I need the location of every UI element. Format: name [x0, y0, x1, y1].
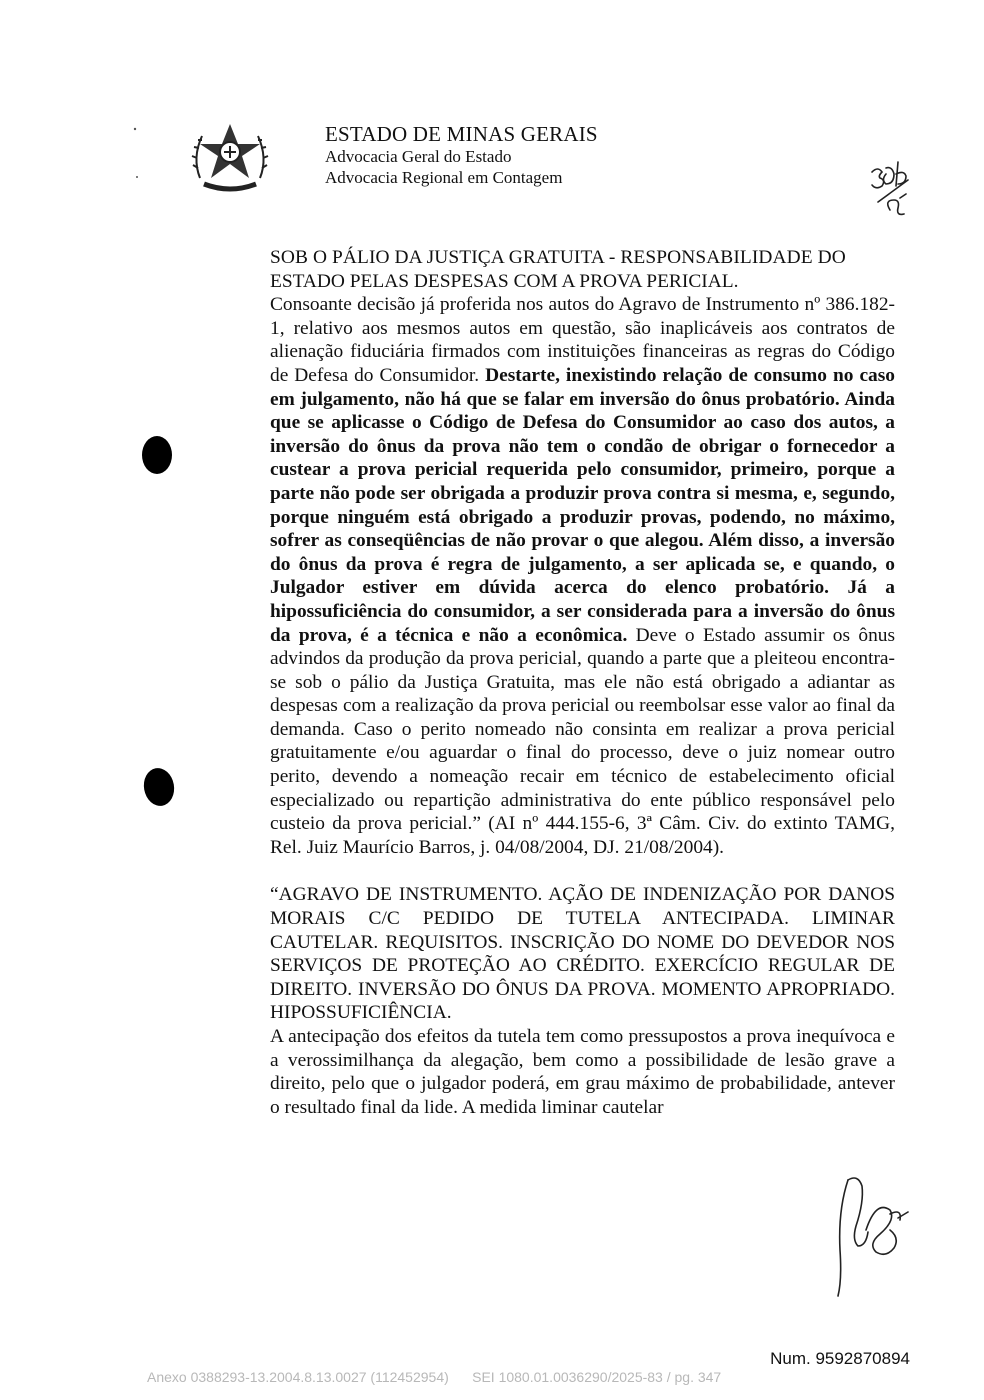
paragraph-citation: [270, 293, 895, 859]
paragraph-citation-intro: Consoante decisão já proferida nos autos do Agravo de Instrumento nº 386.182-1, relativo aos mesmos autos em questão, são inaplicáveis aos contratos de alienação fiduciária firmados com instituições financeiras as regras do Código de Defesa do Consumidor.: [270, 294, 895, 386]
state-seal-icon: [190, 118, 270, 198]
paragraph-ementa-text: A antecipação dos efeitos da tutela tem como pressupostos a prova inequívoca e a verossimilhança da alegação, bem como a possibilidade de lesão grave a direito, pelo que o julgador poderá, em grau máximo de probabilidade, antever o resultado final da lide. A medida liminar cautelar: [270, 1026, 895, 1118]
header-org: Advocacia Geral do Estado: [325, 147, 512, 166]
punch-hole-bottom: [141, 766, 177, 809]
paragraph-citation-bold: Destarte, inexistindo relação de consumo no caso em julgamento, não há que se falar em inversão do ônus probatório. Ainda que se aplicasse o Código de Defesa do Consumidor ao caso dos autos, a inversão do ônus da prova não tem o condão de obrigar o fornecedor a custear a prova pericial requerida pelo consumidor, primeiro, porque a parte não pode ser obrigada a produzir prova contra si mesma, e, segundo, porque ninguém está obrigado a produzir provas, podendo, no máximo, sofrer as conseqüências de não provar o que alegou. Além disso, a inversão do ônus da prova é regra de julgamento, a ser aplicada se, e quando, o Julgador estiver em dúvida acerca do elenco probatório. Já a hipossuficiência do consumidor, a ser considerada para a inversão do ônus da prova, é a técnica e não a econômica.: [270, 364, 895, 646]
document-header: [325, 122, 598, 188]
punch-hole-top: [142, 436, 172, 474]
footer-metadata: Anexo 0388293-13.2004.8.13.0027 (112452954) SEI 1080.01.0036290/2025-83 / pg. 347: [147, 1369, 722, 1385]
handwritten-signature-icon: [820, 1170, 930, 1300]
header-regional: Advocacia Regional em Contagem: [325, 168, 563, 187]
paragraph-citation-rest: Deve o Estado assumir os ônus advindos da produção da prova pericial, quando a parte que a pleiteou encontra-se sob o pálio da Justiça Gratuita, mas ele não está obrigado a adiantar as despesas com a realização da prova pericial ou reembolsar esse valor ao final da demanda. Caso o perito nomeado não consinta em realizar a prova pericial gratuitamente e/ou aguardar o final do processo, deve o juiz nomear outro perito, devendo a nomeação recair em técnico de estabelecimento oficial especializado ou repartição administrativa do ente público responsável pelo custeio da prova pericial.” (AI nº 444.155-6, 3ª Câm. Civ. do extinto TAMG, Rel. Juiz Maurício Barros, j. 04/08/2004, DJ. 21/08/2004).: [270, 624, 895, 858]
heading-line-2: ESTADO PELAS DESPESAS COM A PROVA PERICIAL.: [270, 270, 739, 292]
header-state: ESTADO DE MINAS GERAIS: [325, 122, 598, 146]
document-body: [270, 246, 895, 1119]
footer-document-number: Num. 9592870894: [770, 1349, 910, 1368]
heading-line-1: SOB O PÁLIO DA JUSTIÇA GRATUITA - RESPONSABILIDADE DO: [270, 247, 846, 268]
paragraph-ementa-heading: “AGRAVO DE INSTRUMENTO. AÇÃO DE INDENIZAÇÃO POR DANOS MORAIS C/C PEDIDO DE TUTELA ANTECIPADA. LIMINAR CAUTELAR. REQUISITOS. INSCRIÇÃO DO NOME DO DEVEDOR NOS SERVIÇOS DE PROTEÇÃO AO CRÉDITO. EXERCÍCIO REGULAR DE DIREITO. INVERSÃO DO ÔNUS DA PROVA. MOMENTO APROPRIADO. HIPOSSUFICIÊNCIA.: [270, 884, 895, 1024]
scan-dot-icon: [120, 125, 150, 185]
handwritten-folio-icon: [860, 158, 920, 222]
